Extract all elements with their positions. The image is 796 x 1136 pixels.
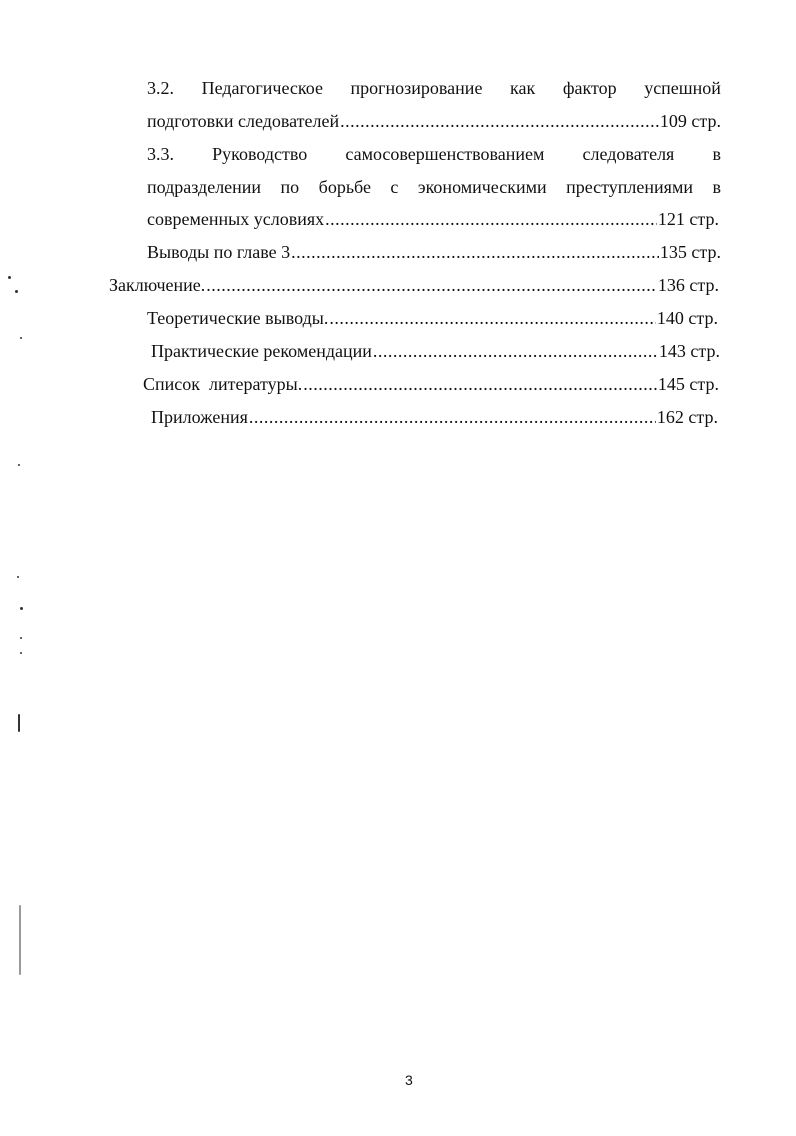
scan-speck	[19, 905, 21, 975]
toc-entry-3-2-line-1	[147, 77, 721, 99]
toc-word: прогнозирование	[350, 78, 483, 98]
toc-word: самосовершенствованием	[345, 144, 545, 164]
toc-entry-conclusion	[109, 274, 719, 296]
toc-entry-appendices	[151, 406, 718, 428]
scan-speck	[20, 337, 22, 339]
toc-entry-3-3-line-2	[147, 176, 721, 198]
toc-word: в	[712, 177, 721, 197]
scan-speck	[8, 276, 11, 279]
toc-entry-literature	[143, 373, 719, 395]
toc-dot-leader	[329, 307, 656, 329]
toc-word: Педагогическое	[201, 78, 323, 98]
toc-entry-title: Приложения	[151, 407, 248, 427]
toc-word: фактор	[562, 78, 617, 98]
toc-page-ref: 145 стр.	[657, 374, 719, 394]
toc-dot-leader	[373, 340, 658, 362]
toc-page-ref: 140 стр.	[656, 308, 718, 328]
toc-dot-leader	[340, 110, 659, 132]
toc-dot-leader	[249, 406, 656, 428]
toc-page-ref: 109 стр.	[659, 111, 721, 131]
toc-entry-title: Практические рекомендации	[151, 341, 372, 361]
toc-word: борьбе	[318, 177, 371, 197]
toc-entry-title: Выводы по главе 3	[147, 242, 291, 262]
toc-dot-leader	[303, 373, 657, 395]
toc-word: преступлениями	[566, 177, 693, 197]
page-number: 3	[405, 1072, 413, 1088]
toc-dot-leader	[206, 274, 657, 296]
toc-entry-number: 3.3.	[147, 144, 174, 164]
toc-word: в	[712, 144, 721, 164]
scan-speck	[20, 607, 23, 610]
toc-page-ref: 136 стр.	[657, 275, 719, 295]
toc-word: по	[280, 177, 300, 197]
toc-entry-3-2-line-2	[147, 110, 721, 132]
toc-entry-3-3-line-3	[147, 208, 719, 230]
scan-speck	[20, 652, 22, 654]
toc-word: как	[510, 78, 536, 98]
toc-entry-theoretical-conclusions	[147, 307, 718, 329]
scan-speck	[18, 464, 20, 466]
toc-entry-title: Заключение.	[109, 275, 206, 295]
toc-word: следователя	[582, 144, 675, 164]
toc-dot-leader	[291, 241, 659, 263]
toc-entry-chapter-3-conclusions	[147, 241, 721, 263]
toc-page-ref: 162 стр.	[656, 407, 718, 427]
toc-entry-title: Теоретические выводы.	[147, 308, 329, 328]
toc-word: экономическими	[417, 177, 547, 197]
toc-page-ref: 143 стр.	[658, 341, 720, 361]
scan-speck	[20, 637, 22, 639]
toc-entry-title: подготовки следователей	[147, 111, 340, 131]
toc-entry-practical-recommendations	[151, 340, 720, 362]
toc-entry-3-3-line-1	[147, 143, 721, 165]
toc-entry-title: Список литературы.	[143, 374, 303, 394]
toc-word: Руководство	[212, 144, 308, 164]
scan-speck	[17, 576, 19, 578]
toc-word: с	[390, 177, 399, 197]
toc-page-ref: 121 стр.	[657, 209, 719, 229]
toc-page-ref: 135 стр.	[659, 242, 721, 262]
toc-word: подразделении	[147, 177, 262, 197]
toc-entry-title: современных условиях	[147, 209, 325, 229]
scan-speck	[15, 290, 18, 293]
toc-word: успешной	[644, 78, 721, 98]
toc-entry-number: 3.2.	[147, 78, 174, 98]
scan-speck	[18, 714, 20, 732]
toc-dot-leader	[325, 208, 657, 230]
